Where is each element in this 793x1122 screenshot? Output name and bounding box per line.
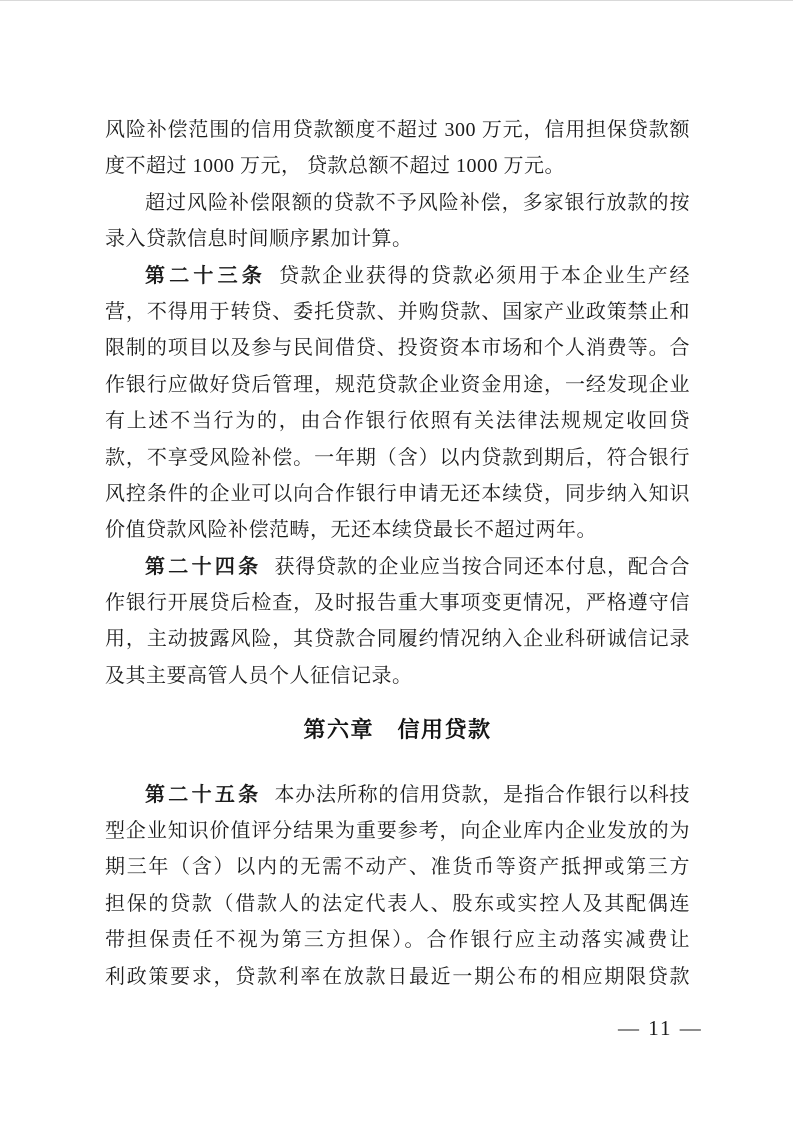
line-text: 带担保责任不视为第三方担保）。合作银行应主动落实减费让 [105,929,690,952]
text-line [105,221,690,257]
scan-edge-line [0,0,793,1]
line-text: 获得贷款的企业应当按合同还本付息，配合合 [274,555,691,578]
text-line [105,849,690,885]
text-line [105,185,690,221]
line-text: 营，不得用于转贷、委托贷款、并购贷款、国家产业政策禁止和 [105,300,690,323]
page-number: — 11 — [618,1016,703,1040]
text-line [105,922,690,958]
text-line [105,813,690,849]
page-footer [618,1016,703,1041]
article-number-label: 第二十三条 [145,264,266,287]
chapter-heading: 第六章 信用贷款 [303,717,492,743]
text-line [105,658,690,694]
line-text: 及其主要高管人员个人征信记录。 [105,664,413,687]
line-text: 本办法所称的信用贷款，是指合作银行以科技 [274,783,691,806]
line-text: 风控条件的企业可以向合作银行申请无还本续贷，同步纳入知识 [105,482,690,505]
line-text: 用，主动披露风险，其贷款合同履约情况纳入企业科研诚信记录 [105,628,690,651]
line-text: 型企业知识价值评分结果为重要参考，向企业库内企业发放的为 [105,820,690,843]
line-text: 款，不享受风险补偿。一年期（含）以内贷款到期后，符合银行 [105,446,690,469]
text-line [105,777,690,813]
line-text: 超过风险补偿限额的贷款不予风险补偿，多家银行放款的按 [145,191,690,214]
article-number-label: 第二十五条 [145,783,262,806]
text-line [105,585,690,621]
text-line [105,512,690,548]
text-line [105,258,690,294]
text-line [105,112,690,148]
text-line [105,367,690,403]
line-text: 利政策要求，贷款利率在放款日最近一期公布的相应期限贷款 [105,965,690,988]
line-text: 担保的贷款（借款人的法定代表人、股东或实控人及其配偶连 [105,892,690,915]
text-line [105,959,690,995]
text-line [105,403,690,439]
line-text: 限制的项目以及参与民间借贷、投资资本市场和个人消费等。合 [105,337,690,360]
line-text: 度不超过 1000 万元， 贷款总额不超过 1000 万元。 [105,155,565,178]
line-text: 录入贷款信息时间顺序累加计算。 [105,228,413,251]
page-body [105,112,690,995]
line-text: 有上述不当行为的，由合作银行依照有关法律法规规定收回贷 [105,410,690,433]
text-line [105,621,690,657]
text-line [105,549,690,585]
text-line [105,330,690,366]
line-text: 作银行开展贷后检查，及时报告重大事项变更情况，严格遵守信 [105,592,690,615]
text-line [105,440,690,476]
line-text: 作银行应做好贷后管理，规范贷款企业资金用途，一经发现企业 [105,373,690,396]
text-line [105,886,690,922]
text-line [105,294,690,330]
text-line [105,148,690,184]
article-number-label: 第二十四条 [145,555,262,578]
line-text: 期三年（含）以内的无需不动产、准货币等资产抵押或第三方 [105,856,690,879]
text-line [105,476,690,512]
line-text: 风险补偿范围的信用贷款额度不超过 300 万元，信用担保贷款额 [105,119,690,141]
line-text: 贷款企业获得的贷款必须用于本企业生产经 [278,264,691,287]
line-text: 价值贷款风险补偿范畴，无还本续贷最长不超过两年。 [105,519,597,542]
